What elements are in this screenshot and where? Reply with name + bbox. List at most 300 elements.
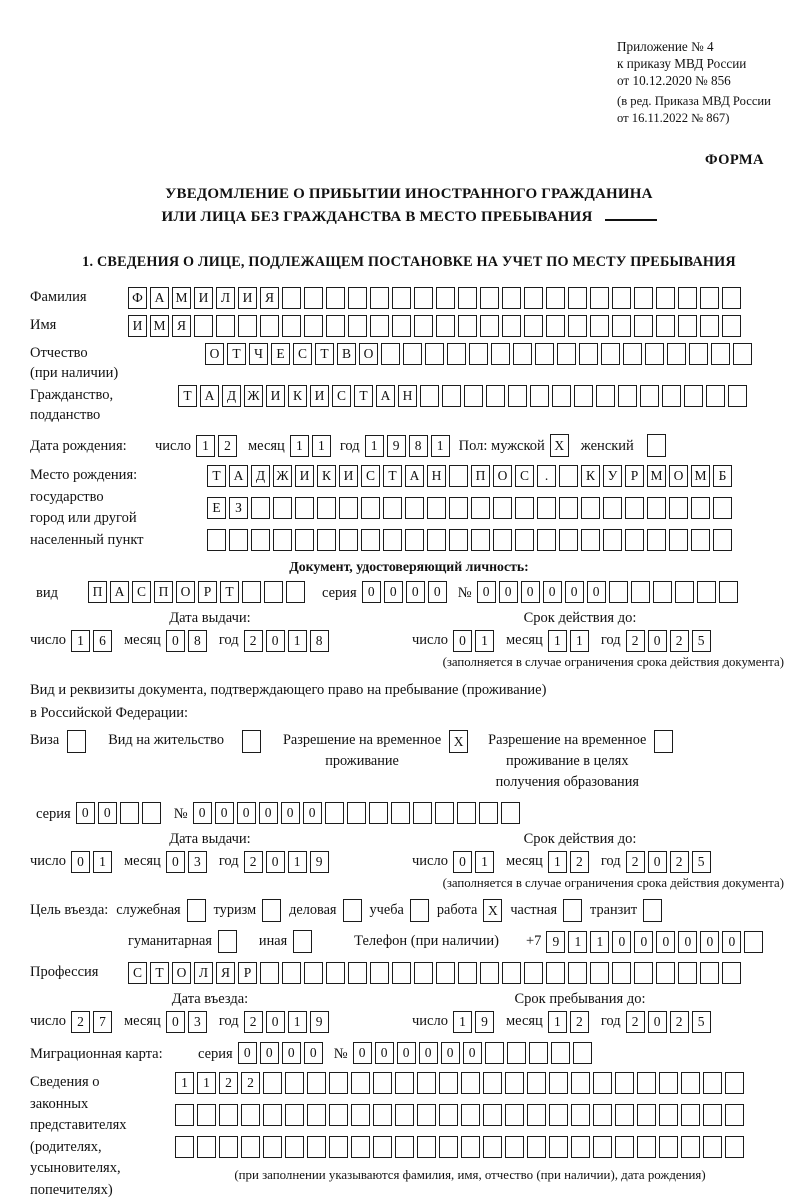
char-cell[interactable] xyxy=(285,1136,304,1158)
char-cell[interactable] xyxy=(502,287,521,309)
char-cell[interactable]: О xyxy=(493,465,512,487)
char-cell[interactable] xyxy=(559,497,578,519)
char-cell[interactable] xyxy=(733,343,752,365)
char-cell[interactable]: 0 xyxy=(166,1011,185,1033)
char-cell[interactable] xyxy=(329,1104,348,1126)
identity-issue-year-cells[interactable] xyxy=(244,630,332,652)
char-cell[interactable]: К xyxy=(317,465,336,487)
char-cell[interactable] xyxy=(515,497,534,519)
char-cell[interactable] xyxy=(414,315,433,337)
char-cell[interactable]: 1 xyxy=(590,931,609,953)
char-cell[interactable] xyxy=(615,1072,634,1094)
char-cell[interactable] xyxy=(501,802,520,824)
char-cell[interactable] xyxy=(361,529,380,551)
char-cell[interactable] xyxy=(216,315,235,337)
char-cell[interactable] xyxy=(307,1136,326,1158)
char-cell[interactable] xyxy=(471,529,490,551)
char-cell[interactable]: 1 xyxy=(175,1072,194,1094)
char-cell[interactable]: 0 xyxy=(266,851,285,873)
char-cell[interactable] xyxy=(529,1042,548,1064)
representatives-row2-cells[interactable] xyxy=(175,1104,765,1126)
char-cell[interactable] xyxy=(615,1136,634,1158)
sex-female-checkbox[interactable] xyxy=(647,434,666,457)
char-cell[interactable] xyxy=(713,529,732,551)
char-cell[interactable] xyxy=(439,1072,458,1094)
char-cell[interactable] xyxy=(678,287,697,309)
char-cell[interactable] xyxy=(579,343,598,365)
char-cell[interactable] xyxy=(700,962,719,984)
char-cell[interactable] xyxy=(485,1042,504,1064)
char-cell[interactable]: 0 xyxy=(266,630,285,652)
char-cell[interactable] xyxy=(458,315,477,337)
char-cell[interactable] xyxy=(552,385,571,407)
char-cell[interactable]: 9 xyxy=(387,435,406,457)
char-cell[interactable] xyxy=(120,802,139,824)
char-cell[interactable] xyxy=(348,962,367,984)
char-cell[interactable] xyxy=(691,497,710,519)
char-cell[interactable] xyxy=(427,497,446,519)
char-cell[interactable]: Т xyxy=(150,962,169,984)
birth-day-cells[interactable] xyxy=(196,435,240,457)
char-cell[interactable] xyxy=(491,343,510,365)
residence-permit-checkbox[interactable] xyxy=(242,730,261,753)
char-cell[interactable]: 0 xyxy=(215,802,234,824)
char-cell[interactable]: О xyxy=(176,581,195,603)
char-cell[interactable] xyxy=(370,962,389,984)
char-cell[interactable] xyxy=(513,343,532,365)
char-cell[interactable] xyxy=(273,497,292,519)
migration-number-cells[interactable] xyxy=(353,1042,595,1064)
char-cell[interactable] xyxy=(175,1104,194,1126)
char-cell[interactable]: 0 xyxy=(362,581,381,603)
char-cell[interactable] xyxy=(728,385,747,407)
char-cell[interactable]: 1 xyxy=(196,435,215,457)
char-cell[interactable] xyxy=(458,962,477,984)
char-cell[interactable] xyxy=(508,385,527,407)
char-cell[interactable]: 9 xyxy=(310,1011,329,1033)
char-cell[interactable]: Т xyxy=(354,385,373,407)
char-cell[interactable] xyxy=(392,287,411,309)
stay-year-cells[interactable] xyxy=(626,1011,714,1033)
char-cell[interactable] xyxy=(242,581,261,603)
entry-year-cells[interactable] xyxy=(244,1011,332,1033)
char-cell[interactable] xyxy=(304,315,323,337)
char-cell[interactable] xyxy=(395,1072,414,1094)
char-cell[interactable] xyxy=(667,343,686,365)
char-cell[interactable] xyxy=(706,385,725,407)
char-cell[interactable]: 0 xyxy=(166,851,185,873)
char-cell[interactable]: М xyxy=(150,315,169,337)
stay-month-cells[interactable] xyxy=(548,1011,592,1033)
representatives-row3-cells[interactable] xyxy=(175,1136,765,1158)
char-cell[interactable]: И xyxy=(238,287,257,309)
char-cell[interactable]: 1 xyxy=(431,435,450,457)
char-cell[interactable]: А xyxy=(405,465,424,487)
char-cell[interactable] xyxy=(634,962,653,984)
char-cell[interactable]: 0 xyxy=(634,931,653,953)
char-cell[interactable]: 0 xyxy=(281,802,300,824)
char-cell[interactable]: Б xyxy=(713,465,732,487)
stay-day-cells[interactable] xyxy=(453,1011,497,1033)
char-cell[interactable] xyxy=(479,802,498,824)
char-cell[interactable] xyxy=(546,287,565,309)
char-cell[interactable] xyxy=(681,1104,700,1126)
char-cell[interactable] xyxy=(351,1104,370,1126)
char-cell[interactable]: 0 xyxy=(587,581,606,603)
char-cell[interactable] xyxy=(574,385,593,407)
citizenship-input-cells[interactable] xyxy=(178,385,750,407)
char-cell[interactable] xyxy=(480,315,499,337)
char-cell[interactable]: И xyxy=(295,465,314,487)
purpose-other-checkbox[interactable] xyxy=(293,930,312,953)
char-cell[interactable] xyxy=(219,1136,238,1158)
char-cell[interactable] xyxy=(326,315,345,337)
char-cell[interactable] xyxy=(573,1042,592,1064)
char-cell[interactable] xyxy=(370,315,389,337)
char-cell[interactable] xyxy=(631,581,650,603)
char-cell[interactable]: И xyxy=(339,465,358,487)
purpose-study-checkbox[interactable] xyxy=(410,899,429,922)
char-cell[interactable]: М xyxy=(647,465,666,487)
char-cell[interactable]: Т xyxy=(178,385,197,407)
char-cell[interactable] xyxy=(612,315,631,337)
profession-cells[interactable] xyxy=(128,962,744,984)
char-cell[interactable] xyxy=(623,343,642,365)
char-cell[interactable] xyxy=(392,962,411,984)
char-cell[interactable]: 1 xyxy=(453,1011,472,1033)
char-cell[interactable]: 5 xyxy=(692,630,711,652)
char-cell[interactable] xyxy=(659,1072,678,1094)
char-cell[interactable] xyxy=(493,529,512,551)
char-cell[interactable] xyxy=(590,315,609,337)
identity-valid-month-cells[interactable] xyxy=(548,630,592,652)
char-cell[interactable]: 0 xyxy=(260,1042,279,1064)
char-cell[interactable] xyxy=(527,1072,546,1094)
char-cell[interactable] xyxy=(395,1136,414,1158)
char-cell[interactable] xyxy=(637,1136,656,1158)
char-cell[interactable]: 0 xyxy=(98,802,117,824)
entry-day-cells[interactable] xyxy=(71,1011,115,1033)
entry-month-cells[interactable] xyxy=(166,1011,210,1033)
char-cell[interactable]: А xyxy=(200,385,219,407)
char-cell[interactable] xyxy=(486,385,505,407)
char-cell[interactable] xyxy=(590,287,609,309)
char-cell[interactable]: 2 xyxy=(71,1011,90,1033)
char-cell[interactable]: 2 xyxy=(626,630,645,652)
char-cell[interactable] xyxy=(559,529,578,551)
char-cell[interactable] xyxy=(640,385,659,407)
char-cell[interactable]: Е xyxy=(271,343,290,365)
char-cell[interactable]: 1 xyxy=(71,630,90,652)
family-input-cells[interactable] xyxy=(128,287,744,309)
char-cell[interactable]: Т xyxy=(315,343,334,365)
char-cell[interactable] xyxy=(581,529,600,551)
purpose-business-checkbox[interactable] xyxy=(343,899,362,922)
char-cell[interactable] xyxy=(684,385,703,407)
char-cell[interactable] xyxy=(593,1072,612,1094)
char-cell[interactable]: 0 xyxy=(238,1042,257,1064)
char-cell[interactable]: С xyxy=(332,385,351,407)
char-cell[interactable]: 8 xyxy=(188,630,207,652)
char-cell[interactable] xyxy=(383,497,402,519)
char-cell[interactable] xyxy=(537,529,556,551)
char-cell[interactable] xyxy=(447,343,466,365)
char-cell[interactable]: 1 xyxy=(475,630,494,652)
char-cell[interactable]: 0 xyxy=(521,581,540,603)
birth-year-cells[interactable] xyxy=(365,435,453,457)
char-cell[interactable] xyxy=(557,343,576,365)
char-cell[interactable]: 6 xyxy=(93,630,112,652)
char-cell[interactable]: 0 xyxy=(700,931,719,953)
char-cell[interactable] xyxy=(273,529,292,551)
char-cell[interactable] xyxy=(596,385,615,407)
char-cell[interactable] xyxy=(656,962,675,984)
char-cell[interactable]: 2 xyxy=(219,1072,238,1094)
char-cell[interactable]: 1 xyxy=(290,435,309,457)
char-cell[interactable] xyxy=(395,1104,414,1126)
char-cell[interactable]: 1 xyxy=(548,630,567,652)
char-cell[interactable] xyxy=(427,529,446,551)
char-cell[interactable] xyxy=(656,287,675,309)
char-cell[interactable] xyxy=(618,385,637,407)
char-cell[interactable]: 1 xyxy=(365,435,384,457)
char-cell[interactable]: 0 xyxy=(648,1011,667,1033)
char-cell[interactable] xyxy=(537,497,556,519)
char-cell[interactable] xyxy=(329,1072,348,1094)
char-cell[interactable] xyxy=(461,1104,480,1126)
char-cell[interactable] xyxy=(369,802,388,824)
char-cell[interactable] xyxy=(381,343,400,365)
char-cell[interactable] xyxy=(307,1104,326,1126)
char-cell[interactable]: К xyxy=(581,465,600,487)
char-cell[interactable]: 0 xyxy=(237,802,256,824)
char-cell[interactable] xyxy=(659,1136,678,1158)
char-cell[interactable] xyxy=(414,287,433,309)
char-cell[interactable]: 0 xyxy=(648,630,667,652)
char-cell[interactable] xyxy=(703,1136,722,1158)
char-cell[interactable] xyxy=(197,1104,216,1126)
char-cell[interactable]: 2 xyxy=(244,630,263,652)
char-cell[interactable] xyxy=(647,529,666,551)
char-cell[interactable]: 0 xyxy=(375,1042,394,1064)
char-cell[interactable] xyxy=(197,1136,216,1158)
char-cell[interactable]: Ж xyxy=(244,385,263,407)
residence-issue-year-cells[interactable] xyxy=(244,851,332,873)
char-cell[interactable]: 0 xyxy=(722,931,741,953)
char-cell[interactable] xyxy=(713,497,732,519)
char-cell[interactable]: В xyxy=(337,343,356,365)
char-cell[interactable]: Л xyxy=(216,287,235,309)
residence-valid-day-cells[interactable] xyxy=(453,851,497,873)
char-cell[interactable]: М xyxy=(691,465,710,487)
char-cell[interactable] xyxy=(471,497,490,519)
char-cell[interactable] xyxy=(417,1136,436,1158)
char-cell[interactable]: Р xyxy=(198,581,217,603)
char-cell[interactable] xyxy=(493,497,512,519)
visa-checkbox[interactable] xyxy=(67,730,86,753)
char-cell[interactable] xyxy=(502,315,521,337)
char-cell[interactable] xyxy=(505,1104,524,1126)
char-cell[interactable] xyxy=(689,343,708,365)
char-cell[interactable]: 0 xyxy=(76,802,95,824)
char-cell[interactable] xyxy=(263,1104,282,1126)
char-cell[interactable]: 1 xyxy=(288,851,307,873)
char-cell[interactable]: 3 xyxy=(188,851,207,873)
identity-issue-month-cells[interactable] xyxy=(166,630,210,652)
char-cell[interactable] xyxy=(373,1072,392,1094)
char-cell[interactable] xyxy=(436,287,455,309)
char-cell[interactable] xyxy=(373,1136,392,1158)
char-cell[interactable] xyxy=(175,1136,194,1158)
char-cell[interactable]: И xyxy=(128,315,147,337)
char-cell[interactable] xyxy=(317,497,336,519)
char-cell[interactable] xyxy=(417,1104,436,1126)
char-cell[interactable] xyxy=(307,1072,326,1094)
char-cell[interactable]: О xyxy=(205,343,224,365)
char-cell[interactable] xyxy=(326,962,345,984)
identity-number-cells[interactable] xyxy=(477,581,741,603)
residence-number-cells[interactable] xyxy=(193,802,523,824)
char-cell[interactable] xyxy=(469,343,488,365)
char-cell[interactable] xyxy=(405,497,424,519)
char-cell[interactable] xyxy=(559,465,578,487)
char-cell[interactable] xyxy=(480,962,499,984)
residence-series-cells[interactable] xyxy=(76,802,164,824)
char-cell[interactable]: 3 xyxy=(188,1011,207,1033)
char-cell[interactable] xyxy=(483,1104,502,1126)
char-cell[interactable] xyxy=(546,962,565,984)
char-cell[interactable]: 0 xyxy=(678,931,697,953)
char-cell[interactable]: Т xyxy=(383,465,402,487)
identity-issue-day-cells[interactable] xyxy=(71,630,115,652)
char-cell[interactable]: Т xyxy=(220,581,239,603)
char-cell[interactable]: 2 xyxy=(244,1011,263,1033)
char-cell[interactable]: 1 xyxy=(548,851,567,873)
char-cell[interactable] xyxy=(711,343,730,365)
char-cell[interactable] xyxy=(483,1072,502,1094)
char-cell[interactable]: 7 xyxy=(93,1011,112,1033)
char-cell[interactable] xyxy=(383,529,402,551)
char-cell[interactable]: 0 xyxy=(71,851,90,873)
char-cell[interactable] xyxy=(502,962,521,984)
char-cell[interactable]: 0 xyxy=(441,1042,460,1064)
char-cell[interactable] xyxy=(194,315,213,337)
identity-kind-cells[interactable] xyxy=(88,581,308,603)
identity-valid-year-cells[interactable] xyxy=(626,630,714,652)
char-cell[interactable]: 0 xyxy=(406,581,425,603)
char-cell[interactable]: С xyxy=(293,343,312,365)
char-cell[interactable] xyxy=(457,802,476,824)
char-cell[interactable] xyxy=(603,529,622,551)
char-cell[interactable]: 9 xyxy=(310,851,329,873)
char-cell[interactable] xyxy=(326,287,345,309)
birth-place-row3-cells[interactable] xyxy=(207,529,735,551)
char-cell[interactable]: 0 xyxy=(259,802,278,824)
char-cell[interactable]: Р xyxy=(238,962,257,984)
char-cell[interactable] xyxy=(662,385,681,407)
char-cell[interactable]: С xyxy=(132,581,151,603)
char-cell[interactable] xyxy=(304,287,323,309)
char-cell[interactable] xyxy=(725,1136,744,1158)
char-cell[interactable]: 1 xyxy=(475,851,494,873)
char-cell[interactable] xyxy=(722,287,741,309)
char-cell[interactable]: Ф xyxy=(128,287,147,309)
char-cell[interactable] xyxy=(647,497,666,519)
char-cell[interactable] xyxy=(351,1136,370,1158)
char-cell[interactable] xyxy=(403,343,422,365)
char-cell[interactable] xyxy=(551,1042,570,1064)
char-cell[interactable]: 2 xyxy=(670,630,689,652)
char-cell[interactable]: 0 xyxy=(477,581,496,603)
char-cell[interactable] xyxy=(669,497,688,519)
birth-month-cells[interactable] xyxy=(290,435,334,457)
char-cell[interactable] xyxy=(282,287,301,309)
char-cell[interactable] xyxy=(241,1136,260,1158)
char-cell[interactable] xyxy=(615,1104,634,1126)
char-cell[interactable] xyxy=(669,529,688,551)
char-cell[interactable]: Е xyxy=(207,497,226,519)
char-cell[interactable] xyxy=(347,802,366,824)
char-cell[interactable]: Ч xyxy=(249,343,268,365)
char-cell[interactable] xyxy=(325,802,344,824)
char-cell[interactable]: П xyxy=(471,465,490,487)
patronymic-input-cells[interactable] xyxy=(205,343,755,365)
birth-place-row2-cells[interactable] xyxy=(207,497,735,519)
char-cell[interactable]: 2 xyxy=(218,435,237,457)
char-cell[interactable]: Н xyxy=(427,465,446,487)
char-cell[interactable] xyxy=(593,1104,612,1126)
char-cell[interactable] xyxy=(285,1072,304,1094)
char-cell[interactable] xyxy=(505,1136,524,1158)
char-cell[interactable]: К xyxy=(288,385,307,407)
char-cell[interactable] xyxy=(678,962,697,984)
char-cell[interactable]: 0 xyxy=(304,1042,323,1064)
char-cell[interactable]: Д xyxy=(251,465,270,487)
char-cell[interactable] xyxy=(725,1104,744,1126)
char-cell[interactable]: П xyxy=(154,581,173,603)
char-cell[interactable]: 0 xyxy=(303,802,322,824)
char-cell[interactable]: 0 xyxy=(282,1042,301,1064)
char-cell[interactable] xyxy=(263,1072,282,1094)
char-cell[interactable] xyxy=(549,1104,568,1126)
char-cell[interactable]: О xyxy=(669,465,688,487)
char-cell[interactable]: С xyxy=(361,465,380,487)
char-cell[interactable] xyxy=(251,529,270,551)
char-cell[interactable] xyxy=(678,315,697,337)
char-cell[interactable] xyxy=(612,287,631,309)
char-cell[interactable] xyxy=(530,385,549,407)
char-cell[interactable] xyxy=(417,1072,436,1094)
char-cell[interactable]: 2 xyxy=(570,851,589,873)
char-cell[interactable] xyxy=(505,1072,524,1094)
char-cell[interactable] xyxy=(681,1136,700,1158)
char-cell[interactable] xyxy=(414,962,433,984)
char-cell[interactable] xyxy=(348,315,367,337)
char-cell[interactable] xyxy=(348,287,367,309)
char-cell[interactable] xyxy=(527,1136,546,1158)
char-cell[interactable]: 5 xyxy=(692,851,711,873)
char-cell[interactable]: 0 xyxy=(384,581,403,603)
residence-valid-month-cells[interactable] xyxy=(548,851,592,873)
char-cell[interactable] xyxy=(449,529,468,551)
char-cell[interactable] xyxy=(700,315,719,337)
char-cell[interactable]: 0 xyxy=(353,1042,372,1064)
char-cell[interactable] xyxy=(581,497,600,519)
char-cell[interactable]: А xyxy=(110,581,129,603)
char-cell[interactable]: 0 xyxy=(543,581,562,603)
char-cell[interactable] xyxy=(744,931,763,953)
char-cell[interactable] xyxy=(295,497,314,519)
